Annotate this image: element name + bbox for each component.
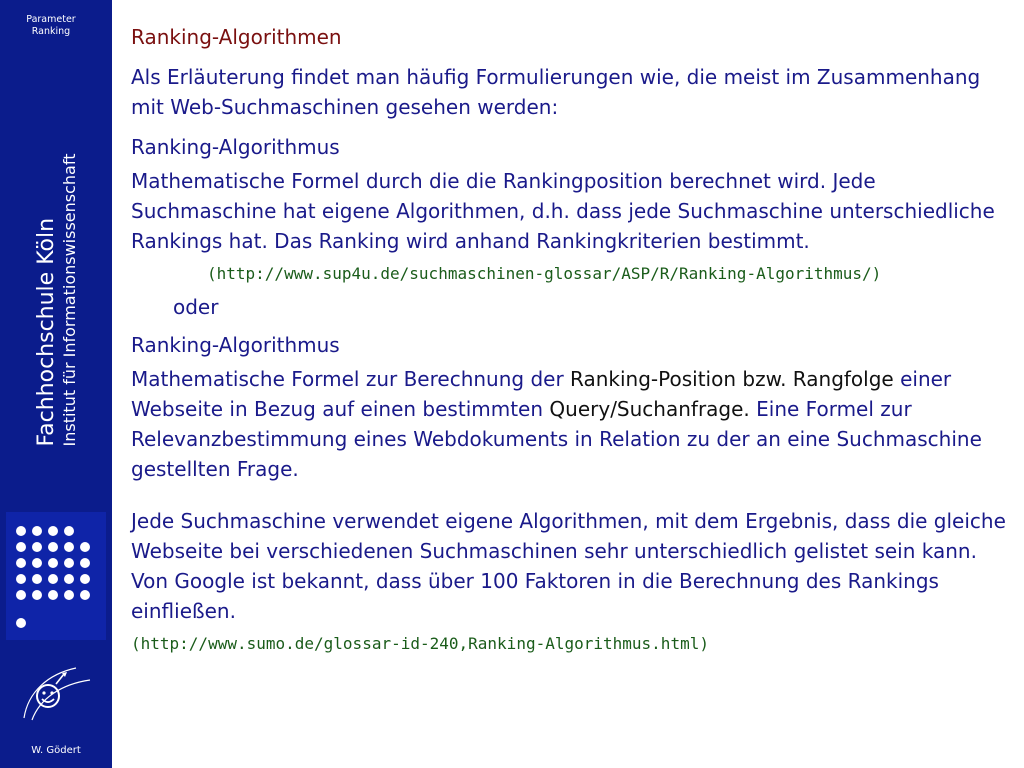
dot xyxy=(80,558,90,568)
dot xyxy=(80,542,90,552)
dot xyxy=(48,542,58,552)
smiley-logo-icon xyxy=(18,662,94,722)
definition-1: Mathematische Formel durch die die Rankingposition berechnet wird. Jede Suchmaschine hat eigene Algorithmen, d.h. dass jede Suchmaschine unterschiedliche Rankings hat. Das Ranking wird anhand Rankingkriterien bestimmt. xyxy=(131,169,995,253)
dot xyxy=(64,542,74,552)
slide-content xyxy=(131,22,1009,656)
dot xyxy=(32,526,42,536)
term-1: Ranking-Algorithmus xyxy=(131,135,340,159)
dot xyxy=(16,574,26,584)
dot xyxy=(32,542,42,552)
dot xyxy=(48,590,58,600)
intro-text: Als Erläuterung findet man häufig Formulierungen wie, die meist im Zusammenhang mit Web-Suchmaschinen gesehen werden: xyxy=(131,65,981,119)
dot xyxy=(64,558,74,568)
dot xyxy=(80,574,90,584)
dot xyxy=(16,542,26,552)
institution-title xyxy=(34,154,80,447)
dot xyxy=(16,618,26,628)
institution-dept: Institut für Informationswissenschaft xyxy=(60,153,79,447)
institution-name: Fachhochschule Köln xyxy=(34,217,59,447)
dot xyxy=(16,590,26,600)
ranking-position-link[interactable]: Ranking-Position bzw. Rangfolge xyxy=(570,367,894,391)
oder-label: oder xyxy=(173,295,219,319)
dot xyxy=(32,574,42,584)
definition-2-paragraph-2: Jede Suchmaschine verwendet eigene Algorithmen, mit dem Ergebnis, dass die gleiche Webseite bei verschiedenen Suchmaschinen sehr unterschiedlich gelistet sein kann. Von Google ist bekannt, dass über 100 Faktoren in die Berechnung des Rankings einfließen. xyxy=(131,509,1006,623)
term-2: Ranking-Algorithmus xyxy=(131,333,340,357)
dot xyxy=(64,526,74,536)
dot xyxy=(32,590,42,600)
sidebar xyxy=(0,0,112,768)
dot xyxy=(80,590,90,600)
definition-2 xyxy=(131,364,1009,484)
dot xyxy=(48,526,58,536)
slide-heading: Ranking-Algorithmen xyxy=(131,25,342,49)
dot xyxy=(32,558,42,568)
definition-2-text-c: Eine Formel zur Relevanzbestimmung eines Webdokuments in Relation zu der an eine Suchmaschine gestellten Frage. xyxy=(131,397,982,481)
dot xyxy=(64,574,74,584)
topic-line-2: Ranking xyxy=(31,26,71,37)
definition-2-text-a: Mathematische Formel zur Berechnung der xyxy=(131,367,571,391)
definition-2-text-b: einer Webseite in Bezug auf einen bestimmten xyxy=(131,367,952,421)
dot xyxy=(48,574,58,584)
dot xyxy=(16,558,26,568)
dot xyxy=(16,526,26,536)
source-link-1[interactable]: (http://www.sup4u.de/suchmaschinen-glossar/ASP/R/Ranking-Algorithmus/) xyxy=(207,264,882,283)
query-link[interactable]: Query/Suchanfrage. xyxy=(549,397,750,421)
source-link-2[interactable]: (http://www.sumo.de/glossar-id-240,Ranking-Algorithmus.html) xyxy=(131,634,709,653)
author-label: W. Gödert xyxy=(31,745,81,756)
dot xyxy=(48,558,58,568)
dot xyxy=(64,590,74,600)
topic-line-1: Parameter xyxy=(26,14,76,25)
slide-topic-label xyxy=(0,14,102,38)
dot-pattern-logo xyxy=(6,512,106,640)
